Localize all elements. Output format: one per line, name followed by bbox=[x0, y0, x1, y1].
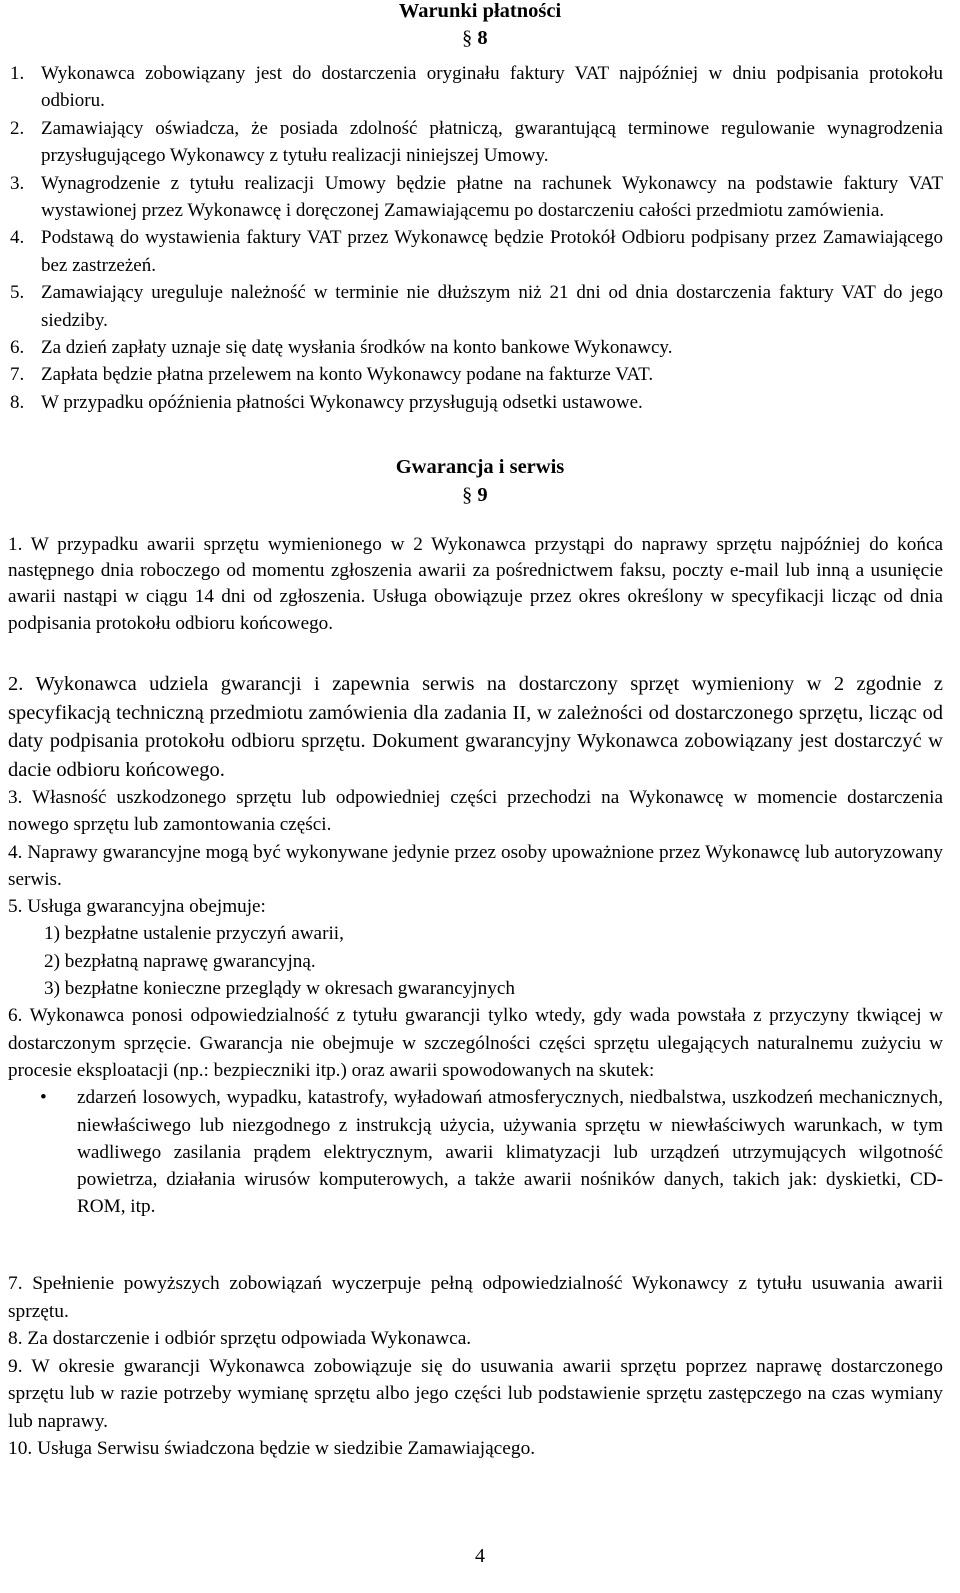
list-item bbox=[10, 224, 943, 279]
item-text: Zamawiający ureguluje należność w terminie nie dłuższym niż 21 dni od dnia dostarczenia faktury VAT do jego siedziby. bbox=[41, 282, 943, 331]
warranty-p7-p10-block bbox=[8, 1270, 943, 1463]
item-number: 1. bbox=[10, 63, 25, 84]
payment-section-number bbox=[462, 27, 488, 50]
warranty-heading: Gwarancja i serwis bbox=[395, 456, 565, 478]
list-item bbox=[10, 170, 943, 225]
item-text: Za dzień zapłaty uznaje się datę wysłania środków na konto bankowe Wykonawcy. bbox=[41, 337, 673, 359]
payment-terms-list bbox=[10, 60, 943, 416]
item-number: 3. bbox=[10, 172, 25, 194]
list-item bbox=[10, 115, 943, 170]
list-item bbox=[10, 334, 943, 361]
warranty-subitem: 1) bezpłatne ustalenie przyczyń awarii, bbox=[44, 923, 344, 945]
warranty-paragraph-4: 4. Naprawy gwarancyjne mogą być wykonywane jedynie przez osoby upoważnione przez Wykonawcę lub autoryzowany serwis. bbox=[8, 841, 943, 890]
item-number: 5. bbox=[10, 282, 25, 304]
item-text: Wykonawca zobowiązany jest do dostarczenia oryginału faktury VAT najpóźniej w dniu podpisania protokołu odbioru. bbox=[41, 63, 943, 112]
item-number: 2. bbox=[10, 117, 25, 139]
list-item bbox=[10, 361, 943, 388]
warranty-subitem: 2) bezpłatną naprawę gwarancyjną. bbox=[44, 950, 316, 972]
payment-heading: Warunki płatności bbox=[398, 0, 562, 22]
item-text: Wynagrodzenie z tytułu realizacji Umowy będzie płatne na rachunek Wykonawcy na podstawie faktury VAT wystawionej przez Wykonawcę i doręczonej Zamawiającemu po dostarczeniu całości przedmiotu zamówienia. bbox=[41, 172, 943, 222]
warranty-paragraph-6: 6. Wykonawca ponosi odpowiedzialność z tytułu gwarancji tylko wtedy, gdy wada powstała z przyczyny tkwiącej w dostarczonym sprzęcie. Gwarancja nie obejmuje w szczególności części sprzętu ulegających naturalnemu zużyciu w procesie eksploatacji (np.: bezpieczniki itp.) oraz awarii spowodowanych na skutek: bbox=[8, 1005, 943, 1081]
warranty-paragraph-2: 2. Wykonawca udziela gwarancji i zapewnia serwis na dostarczony sprzęt wymieniony w 2 zgodnie z specyfikacją techniczną przedmiotu zamówienia dla zadania II, w zależności od dostarczonego sprzętu, licząc od daty podpisania protokołu odbioru sprzętu. Dokument gwarancyjny Wykonawca zobowiązany jest dostarczyć w dacie odbioru końcowego. bbox=[8, 673, 943, 782]
bullet-icon: • bbox=[40, 1087, 47, 1109]
item-number: 4. bbox=[10, 227, 25, 249]
warranty-subitem: 3) bezpłatne konieczne przeglądy w okresach gwarancyjnych bbox=[44, 978, 515, 1000]
list-item bbox=[8, 1084, 943, 1220]
page-number: 4 bbox=[475, 1545, 485, 1567]
warranty-paragraph-5: 5. Usługa gwarancyjna obejmuje: bbox=[8, 896, 266, 918]
payment-section-label: 8 bbox=[477, 27, 488, 49]
list-item bbox=[10, 60, 943, 115]
warranty-paragraph-8: 8. Za dostarczenie i odbiór sprzętu odpowiada Wykonawca. bbox=[8, 1328, 472, 1349]
item-number: 7. bbox=[10, 364, 25, 386]
exclusions-list bbox=[8, 1084, 943, 1220]
warranty-p1-block bbox=[8, 532, 943, 637]
item-number: 8. bbox=[10, 391, 25, 413]
warranty-paragraph-9: 9. W okresie gwarancji Wykonawca zobowiązuje się do usuwania awarii sprzętu poprzez naprawę dostarczonego sprzętu lub w razie potrzeby wymianę sprzętu albo jego części lub podstawienie sprzętu zastępczego na czas wymiany lub naprawy. bbox=[8, 1355, 943, 1432]
section-sign-icon: § bbox=[462, 27, 473, 49]
item-text: Zamawiający oświadcza, że posiada zdolność płatniczą, gwarantującą terminowe regulowanie wynagrodzenia przysługującego Wykonawcy z tytułu realizacji niniejszej Umowy. bbox=[41, 117, 943, 167]
item-text: W przypadku opóźnienia płatności Wykonawcy przysługują odsetki ustawowe. bbox=[41, 391, 643, 413]
warranty-section-label: 9 bbox=[477, 484, 488, 506]
exclusion-text: zdarzeń losowych, wypadku, katastrofy, wyładowań atmosferycznych, niedbalstwa, uszkodzeń mechanicznych, niewłaściwego lub niezgodnego z instrukcją użycia, używania sprzętu w niewłaściwych warunkach, w tym wadliwego zasilania prądem elektrycznym, awarii klimatyzacji lub urządzeń utrzymujących wilgotność powietrza, działania wirusów komputerowych, a także awarii nośników danych, takich jak: dyskietki, CD-ROM, itp. bbox=[77, 1087, 943, 1218]
section-sign-icon: § bbox=[462, 484, 473, 506]
warranty-paragraph-3: 3. Własność uszkodzonego sprzętu lub odpowiedniej części przechodzi na Wykonawcę w momencie dostarczenia nowego sprzętu lub zamontowania części. bbox=[8, 787, 943, 836]
warranty-section-number bbox=[462, 484, 488, 507]
warranty-p3-p6-block bbox=[8, 784, 943, 1221]
item-text: Zapłata będzie płatna przelewem na konto Wykonawcy podane na fakturze VAT. bbox=[41, 364, 654, 386]
list-item bbox=[10, 389, 943, 416]
item-text: Podstawą do wystawienia faktury VAT przez Wykonawcę będzie Protokół Odbioru podpisany przez Zamawiającego bez zastrzeżeń. bbox=[41, 227, 943, 276]
item-number: 6. bbox=[10, 337, 25, 359]
warranty-paragraph-10: 10. Usługa Serwisu świadczona będzie w siedzibie Zamawiającego. bbox=[8, 1438, 536, 1459]
warranty-paragraph-1: 1. W przypadku awarii sprzętu wymienionego w 2 Wykonawca przystąpi do naprawy sprzętu najpóźniej do końca następnego dnia roboczego od momentu zgłoszenia awarii za pośrednictwem faksu, poczty e-mail lub inną a usunięcie awarii nastąpi w ciągu 14 dni od zgłoszenia. Usługa obowiązuje przez okres określony w specyfikacji licząc od dnia podpisania protokołu odbioru końcowego. bbox=[8, 534, 943, 634]
list-item bbox=[10, 279, 943, 334]
warranty-p2-block bbox=[8, 670, 943, 785]
warranty-paragraph-7: 7. Spełnienie powyższych zobowiązań wyczerpuje pełną odpowiedzialność Wykonawcy z tytułu usuwania awarii sprzętu. bbox=[8, 1273, 943, 1322]
